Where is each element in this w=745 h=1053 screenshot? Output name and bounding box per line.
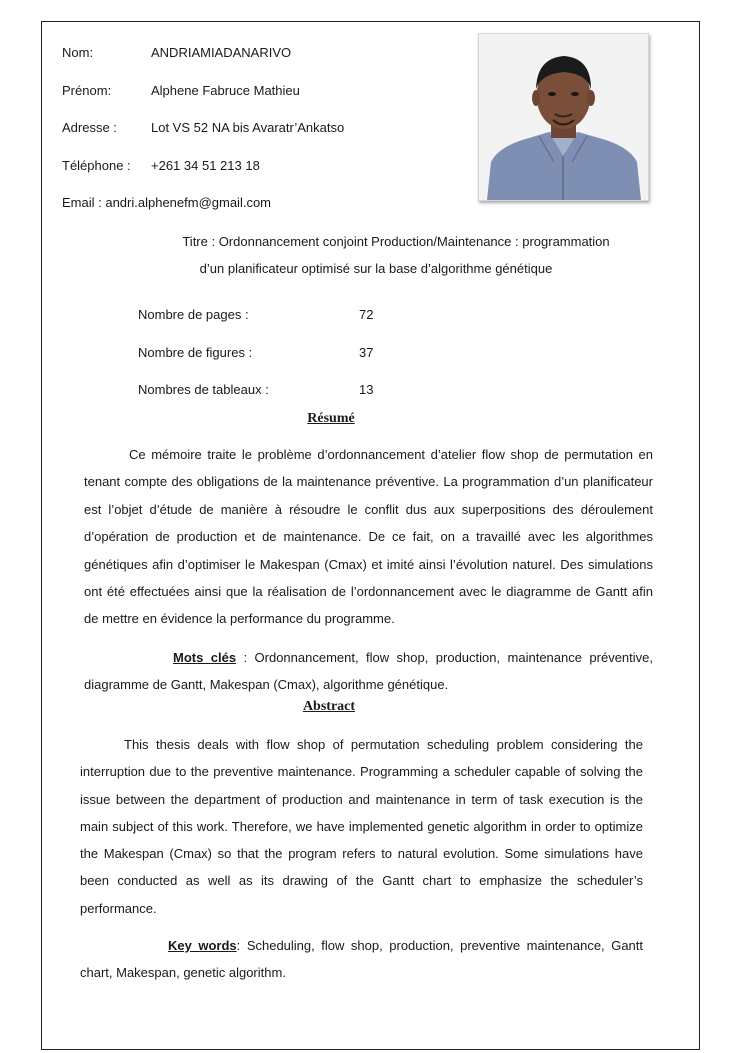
- pages-value: 72: [359, 307, 374, 322]
- email-line: Email : andri.alphenefm@gmail.com: [62, 195, 272, 210]
- resume-keywords: [84, 644, 653, 699]
- adresse-value: Lot VS 52 NA bis Avaratr’Ankatso: [151, 120, 345, 135]
- nom-label: Nom:: [62, 45, 94, 60]
- figures-value: 37: [359, 345, 374, 360]
- tables-value: 13: [359, 382, 374, 397]
- thesis-title-line2: d’un planificateur optimisé sur la base d’algorithme génétique: [199, 261, 553, 276]
- resume-heading: Résumé: [307, 411, 355, 426]
- figures-label: Nombre de figures :: [138, 345, 253, 360]
- abstract-paragraph: This thesis deals with flow shop of permutation scheduling problem considering the interruption due to the preventive maintenance. Programming a scheduler capable of solving the issue between the department of production and maintenance in term of task execution is the main subject of this work. Therefore, we have implemented genetic algorithm in order to optimize the Makespan (Cmax) so that the program refers to natural evolution. Some simulations have been conducted as well as its drawing of the Gantt chart to emphasize the scheduler’s performance.: [80, 737, 643, 916]
- portrait-illustration: [479, 34, 648, 200]
- telephone-label: Téléphone :: [62, 158, 131, 173]
- resume-paragraph: Ce mémoire traite le problème d’ordonnancement d’atelier flow shop de permutation en tenant compte des obligations de la maintenance préventive. La programmation d’un planificateur est l’objet d’étude de manière à résoudre le conflit dus aux superpositions des déroulement d’opération de production et de maintenance. De ce fait, on a travaillé avec les algorithmes génétiques afin d’optimiser le Makespan (Cmax) et imité ainsi l’évolution naturel. Des simulations ont été effectuées ainsi que la réalisation de l’ordonnancement avec le diagramme de Gantt afin de mettre en évidence la performance du programme.: [84, 447, 653, 627]
- mots-cles-text: : Ordonnancement, flow shop, production, maintenance préventive, diagramme de Gantt, Makespan (Cmax), algorithme génétique.: [84, 650, 653, 693]
- prenom-label: Prénom:: [62, 83, 112, 98]
- abstract-keywords: [80, 932, 643, 987]
- abstract-heading: Abstract: [302, 699, 356, 714]
- thesis-title-line1: Titre : Ordonnancement conjoint Production/Maintenance : programmation: [182, 234, 610, 249]
- key-words-text: : Scheduling, flow shop, production, preventive maintenance, Gantt chart, Makespan, genetic algorithm.: [80, 938, 643, 981]
- tables-label: Nombres de tableaux :: [138, 382, 269, 397]
- mots-cles-label: Mots clés: [173, 650, 237, 665]
- nom-value: ANDRIAMIADANARIVO: [151, 45, 292, 60]
- adresse-label: Adresse :: [62, 120, 117, 135]
- prenom-value: Alphene Fabruce Mathieu: [151, 83, 300, 98]
- pages-label: Nombre de pages :: [138, 307, 249, 322]
- author-photo: [478, 33, 649, 201]
- key-words-label: Key words: [168, 938, 237, 953]
- telephone-value: +261 34 51 213 18: [151, 158, 260, 173]
